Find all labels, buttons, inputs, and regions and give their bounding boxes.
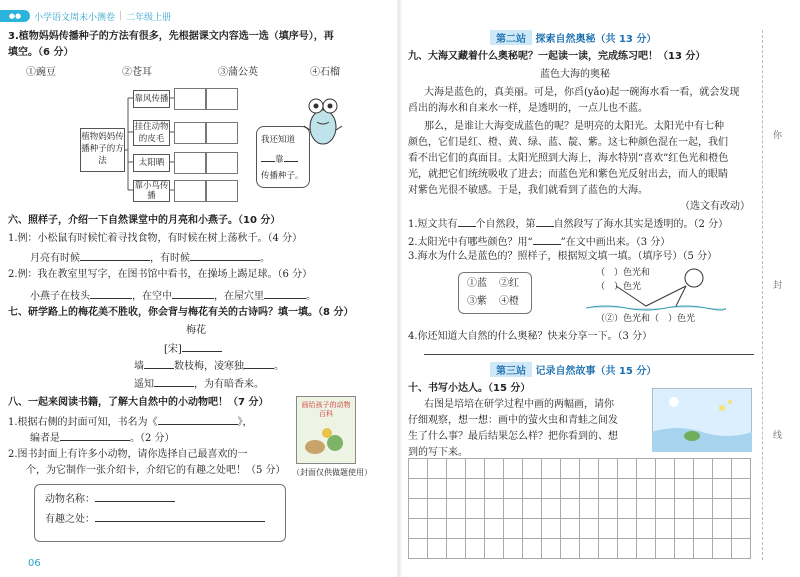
book-cover <box>296 396 356 464</box>
grade-label: 二年级上册 <box>126 12 172 23</box>
writing-grid[interactable] <box>408 458 751 559</box>
fill-blank[interactable] <box>154 376 194 387</box>
passage-source: （选文有改动） <box>680 201 750 212</box>
q3-option: ②苍耳 <box>122 67 152 78</box>
fill-label: ，有时候 <box>150 253 190 264</box>
fill-label: 小燕子在枝头 <box>30 291 90 302</box>
poem-line: 遥知 <box>134 379 154 390</box>
q3-method: 靠小鸟传播 <box>134 181 169 201</box>
passage-line: 那么，是谁让大海变成蓝色的呢？是明亮的太阳光。太阳光中有七种 <box>424 121 724 132</box>
sec8-editor-label: 编者是 <box>30 433 60 444</box>
series-title: 小学语文周末小测卷 <box>34 12 116 23</box>
poem-line: 墙 <box>134 361 144 372</box>
series-logo: ●● <box>0 10 30 22</box>
animal-name-input[interactable] <box>95 491 175 502</box>
color-options-box <box>458 272 532 314</box>
passage-line: 对紫色光很不敏感。于是，我们就看到了蓝色的大海。 <box>408 185 648 196</box>
answer-box[interactable] <box>174 88 206 110</box>
book-title: 画给孩子的动物百科 <box>301 401 351 418</box>
color-option: ②红 <box>499 278 519 289</box>
fill-blank[interactable] <box>172 288 214 299</box>
q3-text: 3.植物妈妈传播种子的方法有很多，先根据课文内容选一选（填序号），再 <box>8 31 334 42</box>
station-2-label: 第二站 <box>490 30 532 45</box>
station-3-title: 记录自然故事（共 15 分） <box>535 366 657 377</box>
fill-label: 月亮有时候 <box>30 253 80 264</box>
fill-blank[interactable] <box>190 250 260 261</box>
answer-box[interactable] <box>206 122 238 144</box>
fill-blank[interactable] <box>80 250 150 261</box>
poem-dynasty: [宋] <box>164 344 182 355</box>
answer-line[interactable] <box>424 354 754 355</box>
poem-line: 数枝梅，凌寒独 <box>174 361 244 372</box>
sec10-line: 到的写下来。 <box>408 447 468 458</box>
passage-line: 颜色，它们是红、橙、黄、绿、蓝、靛、紫。这七种颜色混在一起，我们 <box>408 137 728 148</box>
sec10-line: 仔细观察，想一想：画中的萤火虫和青蛙之间发 <box>408 415 618 426</box>
diagram-label: （ ）色光和 <box>596 268 651 278</box>
fill-blank[interactable] <box>536 216 554 227</box>
diagram-label: （ ）色光 <box>596 282 642 292</box>
fill-blank[interactable] <box>90 288 132 299</box>
passage-line: 大海是蓝色的，真美丽。可是，你舀(yǎo)起一碗海水看一看，就会发现 <box>424 87 740 98</box>
fill-blank[interactable] <box>182 341 222 352</box>
speech-text: 靠 <box>275 155 284 165</box>
station-2-title: 探索自然奥秘（共 13 分） <box>535 34 657 45</box>
frog-mascot-icon <box>300 92 346 152</box>
sec9-question-4: 4.你还知道大自然的什么奥秘？快来分享一下。（3 分） <box>408 331 653 342</box>
animal-illustration-icon <box>301 425 351 459</box>
sec8-question-2: 2.图书封面上有许多小动物，请你选择自己最喜欢的一 <box>8 449 248 460</box>
firefly-frog-illustration <box>652 388 752 452</box>
speech-text: 我还知道 <box>261 135 296 145</box>
color-option: ①蓝 <box>467 278 487 289</box>
answer-box[interactable] <box>174 152 206 174</box>
intro-card <box>34 484 286 542</box>
sec8-question-2-cont: 个，为它制作一张介绍卡，介绍它的有趣之处吧！（5 分） <box>26 465 286 476</box>
passage-line: 看不出它们的真面目。太阳光照到大海上，海水特别“喜欢”红色光和橙色 <box>408 153 729 164</box>
answer-box[interactable] <box>174 180 206 202</box>
fill-blank[interactable] <box>458 216 476 227</box>
sec6-example-2: 2.例：我在教室里写字，在图书馆中看书，在操场上踢足球。（6 分） <box>8 269 313 280</box>
q3-method: 挂住动物的皮毛 <box>134 122 169 144</box>
page-number: 06 <box>28 558 41 569</box>
color-option: ③紫 <box>467 296 487 307</box>
q3-method: 靠风传播 <box>133 90 170 108</box>
sec9-question-1: 1.短文共有 <box>408 219 458 230</box>
answer-box[interactable] <box>174 122 206 144</box>
page-header: ●● 小学语文周末小测卷 | 二年级上册 <box>0 8 171 24</box>
q3-center-box: 植物妈妈传播种子的方法 <box>80 128 125 172</box>
fill-blank[interactable] <box>144 358 174 369</box>
station-3-label: 第三站 <box>490 362 532 377</box>
fill-blank[interactable] <box>264 288 306 299</box>
card-name-label: 动物名称： <box>45 494 95 505</box>
color-option: ④橙 <box>499 296 519 307</box>
q3-option: ③蒲公英 <box>218 67 258 78</box>
sec10-line: 生了什么事？最后结果怎么样？把你看到的、想 <box>408 431 618 442</box>
fill-label: ，在空中 <box>132 291 172 302</box>
margin-label: 封 <box>771 280 781 289</box>
sec9-title: 九、大海又藏着什么奥秘呢？一起读一读，完成练习吧！（13 分） <box>408 51 706 62</box>
answer-box[interactable] <box>206 88 238 110</box>
poem-title: 梅花 <box>186 325 206 336</box>
sec10-title: 十、书写小达人。（15 分） <box>408 383 531 394</box>
q3-text-2: 填空。（6 分） <box>8 47 74 58</box>
poem-line: ，为有暗香来。 <box>194 379 264 390</box>
passage-line: 舀出的海水和自来水一样，是透明的，一点儿也不蓝。 <box>408 103 648 114</box>
right-page: 第二站 探索自然奥秘（共 13 分） 九、大海又藏着什么奥秘呢？一起读一读，完成练习吧！（13 分） 蓝色大海的奥秘 大海是蓝色的，真美丽。可是，你舀(yǎo)起一碗海水看一看，就会发现 舀出的海水和自来水一样，是透明的，一点儿也不蓝。 那么，是谁让大海变成蓝色的呢？是明亮的太阳光。太阳光中有七种 颜色，它们是红、橙、黄、绿、蓝、靛、紫。这七种颜色混在一起，我们 看不出它们的真面目。太阳光照到大海上，海水特别“喜欢”红色光和橙色 光，就把它们统统吸收了进去；而蓝色光和紫色光反射出去，而人的眼睛 对紫色光很不敏感。于是，我们就看到了蓝色的大海。 （选文有改动） 1.短文共有 个自然段，第 自然段写了海水其实是透明的。（2 分） 2.太阳光中有哪些颜色？用“ ”在文中画出来。（3 分） 3.海水为什么是蓝色的？照样子，根据短文填一填。（填序号）（5 分） ①蓝 ②红 ③紫 ④橙 （ ）色光和 （ ）色光 （②）色光和（ ）色光 4.你还知道大自然的什么奥秘？快来分享一下。（3 分） 第三站 记录自然故事（共 15 分） 十、书写小达人。（15 分） 右图是培培在研学过程中画的两幅画，请你 仔细观察，想一想：画中的萤火虫和青蛙之间发 生了什么事？最后结果怎么样？把你看到的、想 到的写下来。 你 封 线 <box>400 0 800 577</box>
sec10-line: 右图是培培在研学过程中画的两幅画，请你 <box>424 399 614 410</box>
binding-line <box>762 30 763 560</box>
speech-text: 传播种子。 <box>261 171 304 181</box>
sec8-title: 八、一起来阅读书籍，了解大自然中的小动物吧！（7 分） <box>8 397 269 408</box>
station-3-header <box>490 362 656 378</box>
passage-line: 光，就把它们统统吸收了进去；而蓝色光和紫色光反射出去，而人的眼睛 <box>408 169 728 180</box>
station-2-header <box>490 30 656 46</box>
sec8-question-1: 1.根据右侧的封面可知，书名为《 <box>8 417 158 428</box>
fill-blank[interactable] <box>158 414 238 425</box>
q3-option: ①豌豆 <box>26 67 56 78</box>
fill-blank[interactable] <box>244 358 274 369</box>
fill-blank[interactable] <box>60 430 130 441</box>
sec7-title: 七、研学路上的梅花美不胜收，你会背与梅花有关的古诗吗？填一填。（8 分） <box>8 307 354 318</box>
underline-sample <box>533 234 561 245</box>
answer-box[interactable] <box>206 180 238 202</box>
sec6-title: 六、照样子，介绍一下自然课堂中的月亮和小燕子。（10 分） <box>8 215 281 226</box>
diagram-label: （②）色光和（ ）色光 <box>596 314 696 324</box>
margin-label: 你 <box>771 130 781 139</box>
q3-option: ④石榴 <box>310 67 340 78</box>
sec9-question-3: 3.海水为什么是蓝色的？照样子，根据短文填一填。（填序号）（5 分） <box>408 251 718 262</box>
fill-label: ，在屋穴里 <box>214 291 264 302</box>
q3-method: 太阳晒 <box>133 154 170 172</box>
cover-note: 封面仅供做题使用 <box>300 468 364 477</box>
passage-title: 蓝色大海的奥秘 <box>540 69 610 80</box>
sec6-example-1: 1.例：小松鼠有时候忙着寻找食物，有时候在树上荡秋千。（4 分） <box>8 233 303 244</box>
margin-label: 线 <box>771 430 781 439</box>
answer-box[interactable] <box>206 152 238 174</box>
fun-fact-input[interactable] <box>95 511 265 522</box>
left-page: ●● 小学语文周末小测卷 | 二年级上册 3.植物妈妈传播种子的方法有很多，先根据课文内容选一选（填序号），再 填空。（6 分） ①豌豆 ②苍耳 ③蒲公英 ④石榴 植物妈妈传播种子的方法 靠风传播 挂住动物的皮毛 太阳晒 靠小鸟传播 我还知道 靠 传播种子。 六、照样子，介绍一下自然课堂中的月亮和小燕子。（10 分） 1.例：小松鼠有时候忙着寻找食物，有时候在树上荡秋千。（4 分） 月亮有时候 ，有时候 。 2.例：我在教室里写字，在图书馆中看书，在操场上踢足球。（6 分） 小燕子在枝头 ，在空中 ，在屋穴里 。 七、研学路上的梅花美不胜收，你会背与梅花有关的古诗吗？填一填。（8 分） 梅花 [宋] 墙 数枝梅，凌寒独 。 遥知 ，为有暗香来。 八、一起来阅读书籍，了解大自然中的小动物吧！（7 分） 1.根据右侧的封面可知，书名为《 》， 编者是 。（2 分） 2.图书封面上有许多小动物，请你选择自己最喜欢的一 个，为它制作一张介绍卡，介绍它的有趣之处吧！（5 分） 画给孩子的动物百科 （封面仅供做题使用） 动物名称： 有趣之处： 06 <box>0 0 398 577</box>
sec9-question-2: 2.太阳光中有哪些颜色？用“ <box>408 237 533 248</box>
card-fun-label: 有趣之处： <box>45 514 95 525</box>
